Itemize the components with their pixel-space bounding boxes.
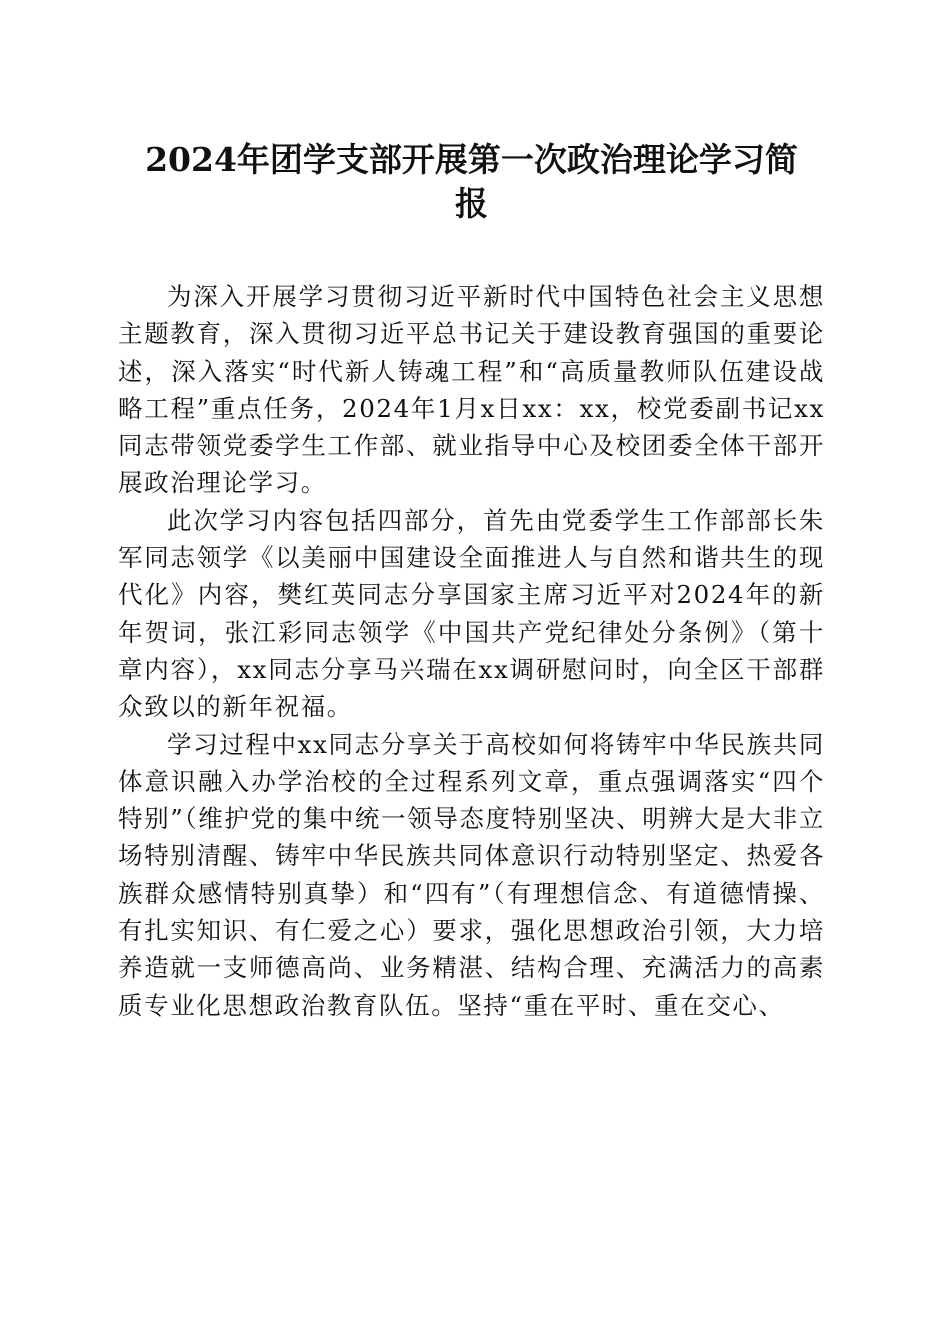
paragraph-1: 为深入开展学习贯彻习近平新时代中国特色社会主义思想主题教育，深入贯彻习近平总书记关于建设教育强国的重要论述，深入落实“时代新人铸魂工程”和“高质量教师队伍建设战略工程”重点任务，2024年1月x日xx：xx，校党委副书记xx同志带领党委学生工作部、就业指导中心及校团委全体干部开展政治理论学习。 <box>118 282 825 498</box>
document-title <box>118 138 825 226</box>
paragraph-3: 学习过程中xx同志分享关于高校如何将铸牢中华民族共同体意识融入办学治校的全过程系列文章，重点强调落实“四个特别”（维护党的集中统一领导态度特别坚决、明辨大是大非立场特别清醒、铸牢中华民族共同体意识行动特别坚定、热爱各族群众感情特别真挚）和“四有”（有理想信念、有道德情操、有扎实知识、有仁爱之心）要求，强化思想政治引领，大力培养造就一支师德高尚、业务精湛、结构合理、充满活力的高素质专业化思想政治教育队伍。坚持“重在平时、重在交心、 <box>118 729 825 1020</box>
paragraph-2: 此次学习内容包括四部分，首先由党委学生工作部部长朱军同志领学《以美丽中国建设全面推进人与自然和谐共生的现代化》内容，樊红英同志分享国家主席习近平对2024年的新年贺词，张江彩同志领学《中国共产党纪律处分条例》（第十章内容），xx同志分享马兴瑞在xx调研慰问时，向全区干部群众致以的新年祝福。 <box>118 505 825 722</box>
title-line-1: 2024年团学支部开展第一次政治理论学习简 <box>145 140 798 179</box>
document-body <box>118 278 825 1024</box>
title-line-2: 报 <box>455 184 488 223</box>
